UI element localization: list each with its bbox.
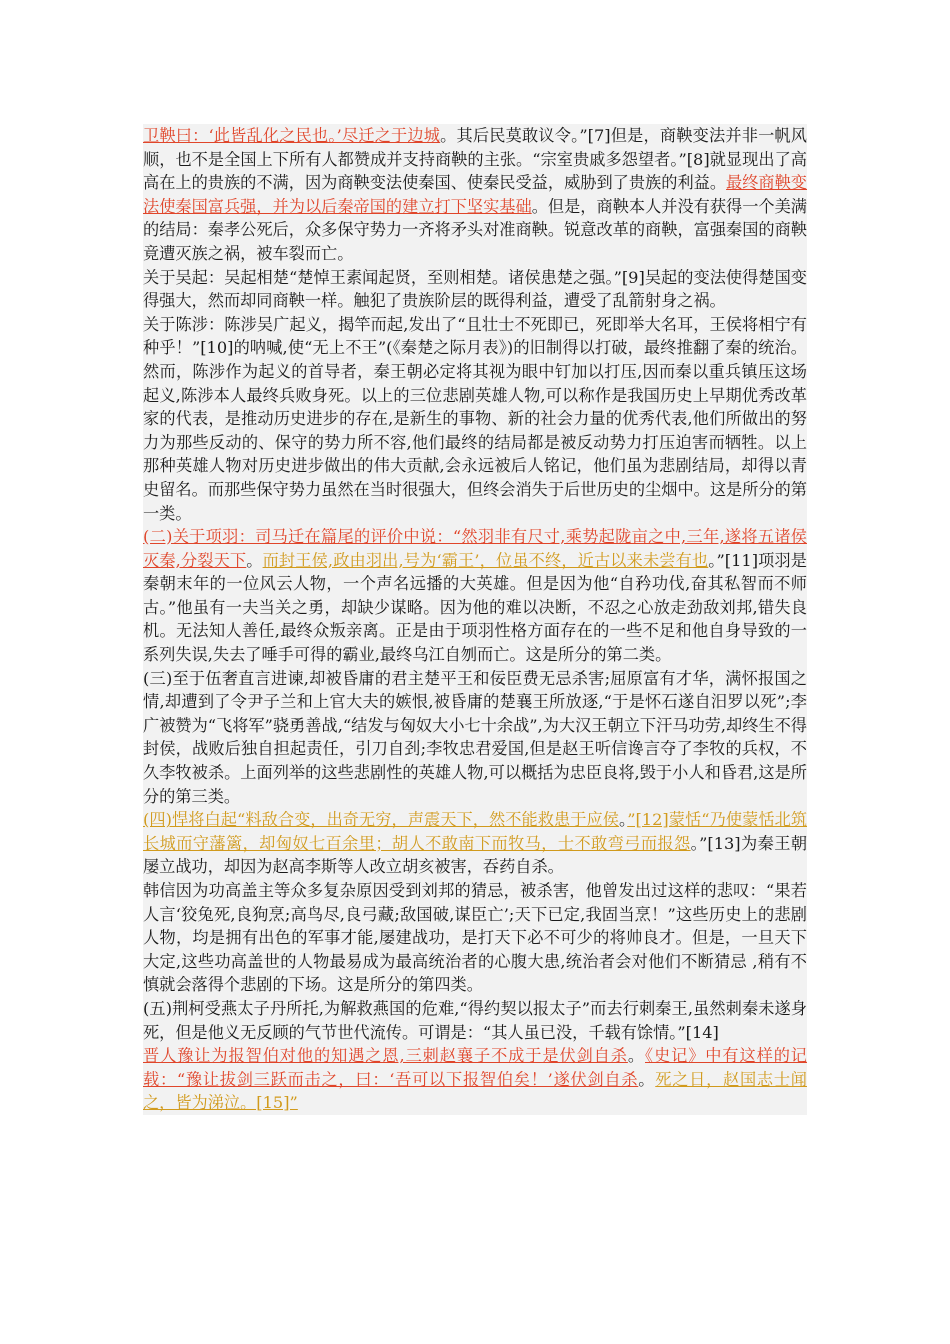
- paragraph-chen-she: [143, 313, 807, 525]
- quoted-text: (二)关于项羽：司马迁在篇尾的评价中说：“然羽非有尺寸,乘势起陇亩之中,三年,遂将五诸侯灭秦,分裂天下: [143, 527, 807, 570]
- body-text: 。但是，商鞅本人并没有获得一个美满的结局：秦孝公死后，众多保守势力一齐将矛头对准商鞅。锐意改革的商鞅，富强秦国的商鞅竟遭灭族之祸，被车裂而亡。: [143, 196, 807, 263]
- body-text: 。: [627, 1046, 645, 1066]
- body-text: 韩信因为功高盖主等众多复杂原因受到刘邦的猜忌，被杀害，他曾发出过这样的悲叹：“果若人言‘狡兔死,良狗烹;高鸟尽,良弓藏;敌国破,谋臣亡’;天下已定,我固当烹！”这些历史上的悲剧人物，均是拥有出色的军事才能,屡建战功，是打天下必不可少的将帅良才。但是，一旦天下大定,这些功高盖世的人物最易成为最高统治者的心腹大患,统治者会对他们不断猜忌 ,稍有不慎就会落得个悲剧的下场。这是所分的第四类。: [143, 881, 807, 995]
- quoted-text: (四)悍将白起“料敌合变，出奇无穷，声震天下，然不能救患于应侯: [143, 810, 620, 830]
- paragraph-loyal-ministers: [143, 667, 807, 809]
- paragraph-han-xin: [143, 879, 807, 997]
- quoted-text: 晋人豫让为报智伯对他的知遇之恩,三刺赵襄子不成于是伏剑自杀: [143, 1046, 628, 1066]
- body-text: 。: [619, 810, 628, 830]
- quoted-text: 最终商鞅变法使秦国富兵强，并为以后秦帝国的建立打下坚实基础: [143, 173, 807, 216]
- document-page: [143, 124, 807, 1115]
- body-text: (三)至于伍奢直言进谏,却被昏庸的君主楚平王和佞臣费无忌杀害;屈原富有才华，满怀报国之情,却遭到了令尹子兰和上官大夫的嫉恨,被昏庸的楚襄王所放逐,“于是怀石遂自汨罗以死”;李广被赞为“飞将军”骁勇善战,“结发与匈奴大小七十余战”,为大汉王朝立下汗马功劳,却终生不得封侯，战败后独自担起责任，引刀自刭;李牧忠君爱国,但是赵王听信谗言夺了李牧的兵权，不久李牧被杀。上面列举的这些悲剧性的英雄人物,可以概括为忠臣良将,毁于小人和昏君,这是所分的第三类。: [143, 668, 807, 806]
- paragraph-yu-rang: [143, 1044, 807, 1115]
- body-text: 。”[13]为秦王朝屡立战功，却因为赵高李斯等人改立胡亥被害，吞药自杀。: [143, 833, 808, 877]
- paragraph-bai-qi-meng-tian: [143, 808, 807, 879]
- paragraph-shang-yang: [143, 124, 807, 266]
- body-text: 。其后民莫敢议令。”[7]但是，商鞅变法并非一帆风顺，也不是全国上下所有人都赞成并支持商鞅的主张。“宗室贵戚多怨望者。”[8]就显现出了高高在上的贵族的不满，因为商鞅变法使秦国、使秦民受益，威胁到了贵族的利益。: [143, 126, 807, 193]
- body-text: 。: [246, 550, 263, 570]
- body-text: 关于吴起：吴起相楚“楚悼王素闻起贤，至则相楚。诸侯患楚之强。”[9]吴起的变法使得楚国变得强大，然而却同商鞅一样。触犯了贵族阶层的既得利益，遭受了乱箭射身之祸。: [143, 267, 807, 311]
- paragraph-xiang-yu: [143, 525, 807, 667]
- quoted-text: 卫鞅曰：‘此皆乱化之民也。’尽迁之于边城: [143, 126, 441, 145]
- paragraph-wu-qi: [143, 266, 807, 313]
- paragraph-jing-ke: [143, 997, 807, 1044]
- body-text: 关于陈涉：陈涉吴广起义，揭竿而起,发出了“且壮士不死即已，死即举大名耳，王侯将相宁有种乎！”[10]的呐喊,使“无上不王”(《秦楚之际月表》)的旧制得以打破，最终推翻了秦的统治。然而，陈涉作为起义的首导者，秦王朝必定将其视为眼中钉加以打压,因而秦以重兵镇压这场起义,陈涉本人最终兵败身死。以上的三位悲剧英雄人物,可以称作是我国历史上早期优秀改革家的代表，是推动历史进步的存在,是新生的事物、新的社会力量的优秀代表,他们所做出的努力为那些反动的、保守的势力所不容,他们最终的结局都是被反动势力打压迫害而牺牲。以上那种英雄人物对历史进步做出的伟大贡献,会永远被后人铭记，他们虽为悲剧结局，却得以青史留名。而那些保守势力虽然在当时很强大，但终会消失于后世历史的尘烟中。这是所分的第一类。: [143, 314, 807, 523]
- quoted-text: ”[12]蒙恬“乃使蒙恬北筑长城而守藩篱，却匈奴七百余里；胡人不敢南下而牧马，士不敢弯弓而报怨: [143, 810, 808, 853]
- quoted-text: 死之日，赵国志士闻之，皆为涕泣。[15]”: [143, 1069, 807, 1113]
- quoted-text: 而封王侯,政由羽出,号为‘霸王’，位虽不终，近古以来未尝有也: [262, 550, 709, 570]
- body-text: (五)荆柯受燕太子丹所托,为解救燕国的危难,“得约契以报太子”而去行刺秦王,虽然刺秦未遂身死，但是他义无反顾的气节世代流传。可谓是：“其人虽已没，千载有馀情。”[14]: [143, 998, 807, 1042]
- quoted-text: 《史记》中有这样的记载：“豫让拔剑三跃而击之，曰：‘吾可以下报智伯矣！’遂伏剑自杀: [143, 1046, 807, 1089]
- body-text: 。”[11]项羽是秦朝末年的一位风云人物，一个声名远播的大英雄。但是因为他“自矜功伐,奋其私智而不师古。”他虽有一夫当关之勇，却缺少谋略。因为他的难以决断，不忍之心放走劲敌刘邦,错失良机。无法知人善任,最终众叛亲离。正是由于项羽性格方面存在的一些不足和他自身导致的一系列失误,失去了唾手可得的霸业,最终乌江自刎而亡。这是所分的第二类。: [143, 550, 807, 665]
- body-text: 。: [638, 1069, 656, 1089]
